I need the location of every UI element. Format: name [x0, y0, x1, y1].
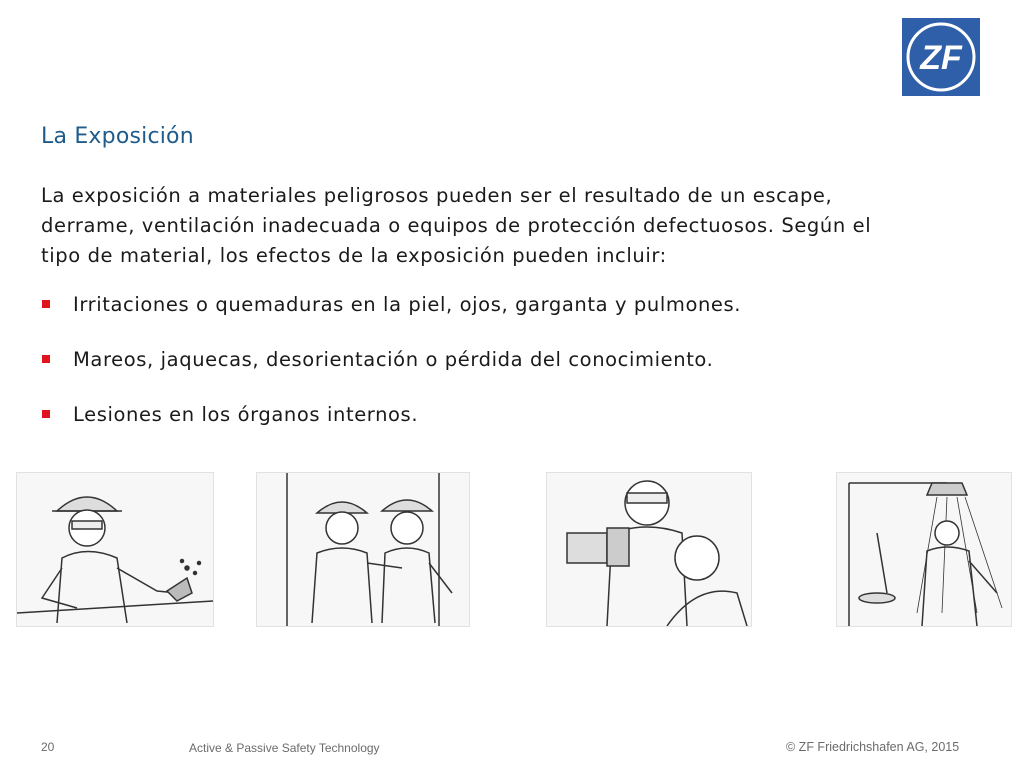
- illustration-emergency-shower: [836, 472, 1012, 627]
- copyright-notice: © ZF Friedrichshafen AG, 2015: [786, 740, 960, 754]
- bullet-square-icon: [42, 355, 50, 363]
- slide-title: La Exposición: [41, 124, 194, 149]
- list-item: [41, 345, 941, 400]
- intro-paragraph: La exposición a materiales peligrosos pueden ser el resultado de un escape, derrame, ventilación inadecuada o equipos de protección defectuosos. Según el tipo de material, los efectos de la exposición pueden incluir:: [41, 184, 872, 267]
- list-item-text: Mareos, jaquecas, desorientación o pérdida del conocimiento.: [73, 348, 714, 371]
- illustration-worker-spill: [16, 472, 214, 627]
- bullet-square-icon: [42, 410, 50, 418]
- illustration-coworker-assist: [256, 472, 470, 627]
- svg-text:ZF: ZF: [920, 39, 962, 77]
- illustration-inhalation: [546, 472, 752, 627]
- list-item-text: Lesiones en los órganos internos.: [73, 403, 419, 426]
- page-number: 20: [41, 740, 55, 754]
- list-item-text: Irritaciones o quemaduras en la piel, ojos, garganta y pulmones.: [73, 293, 742, 316]
- zf-logo: [902, 18, 980, 96]
- footer-title: Active & Passive Safety Technology: [189, 741, 380, 755]
- list-item: [41, 290, 941, 345]
- bullet-square-icon: [42, 300, 50, 308]
- effects-list: [41, 290, 941, 455]
- list-item: [41, 400, 941, 455]
